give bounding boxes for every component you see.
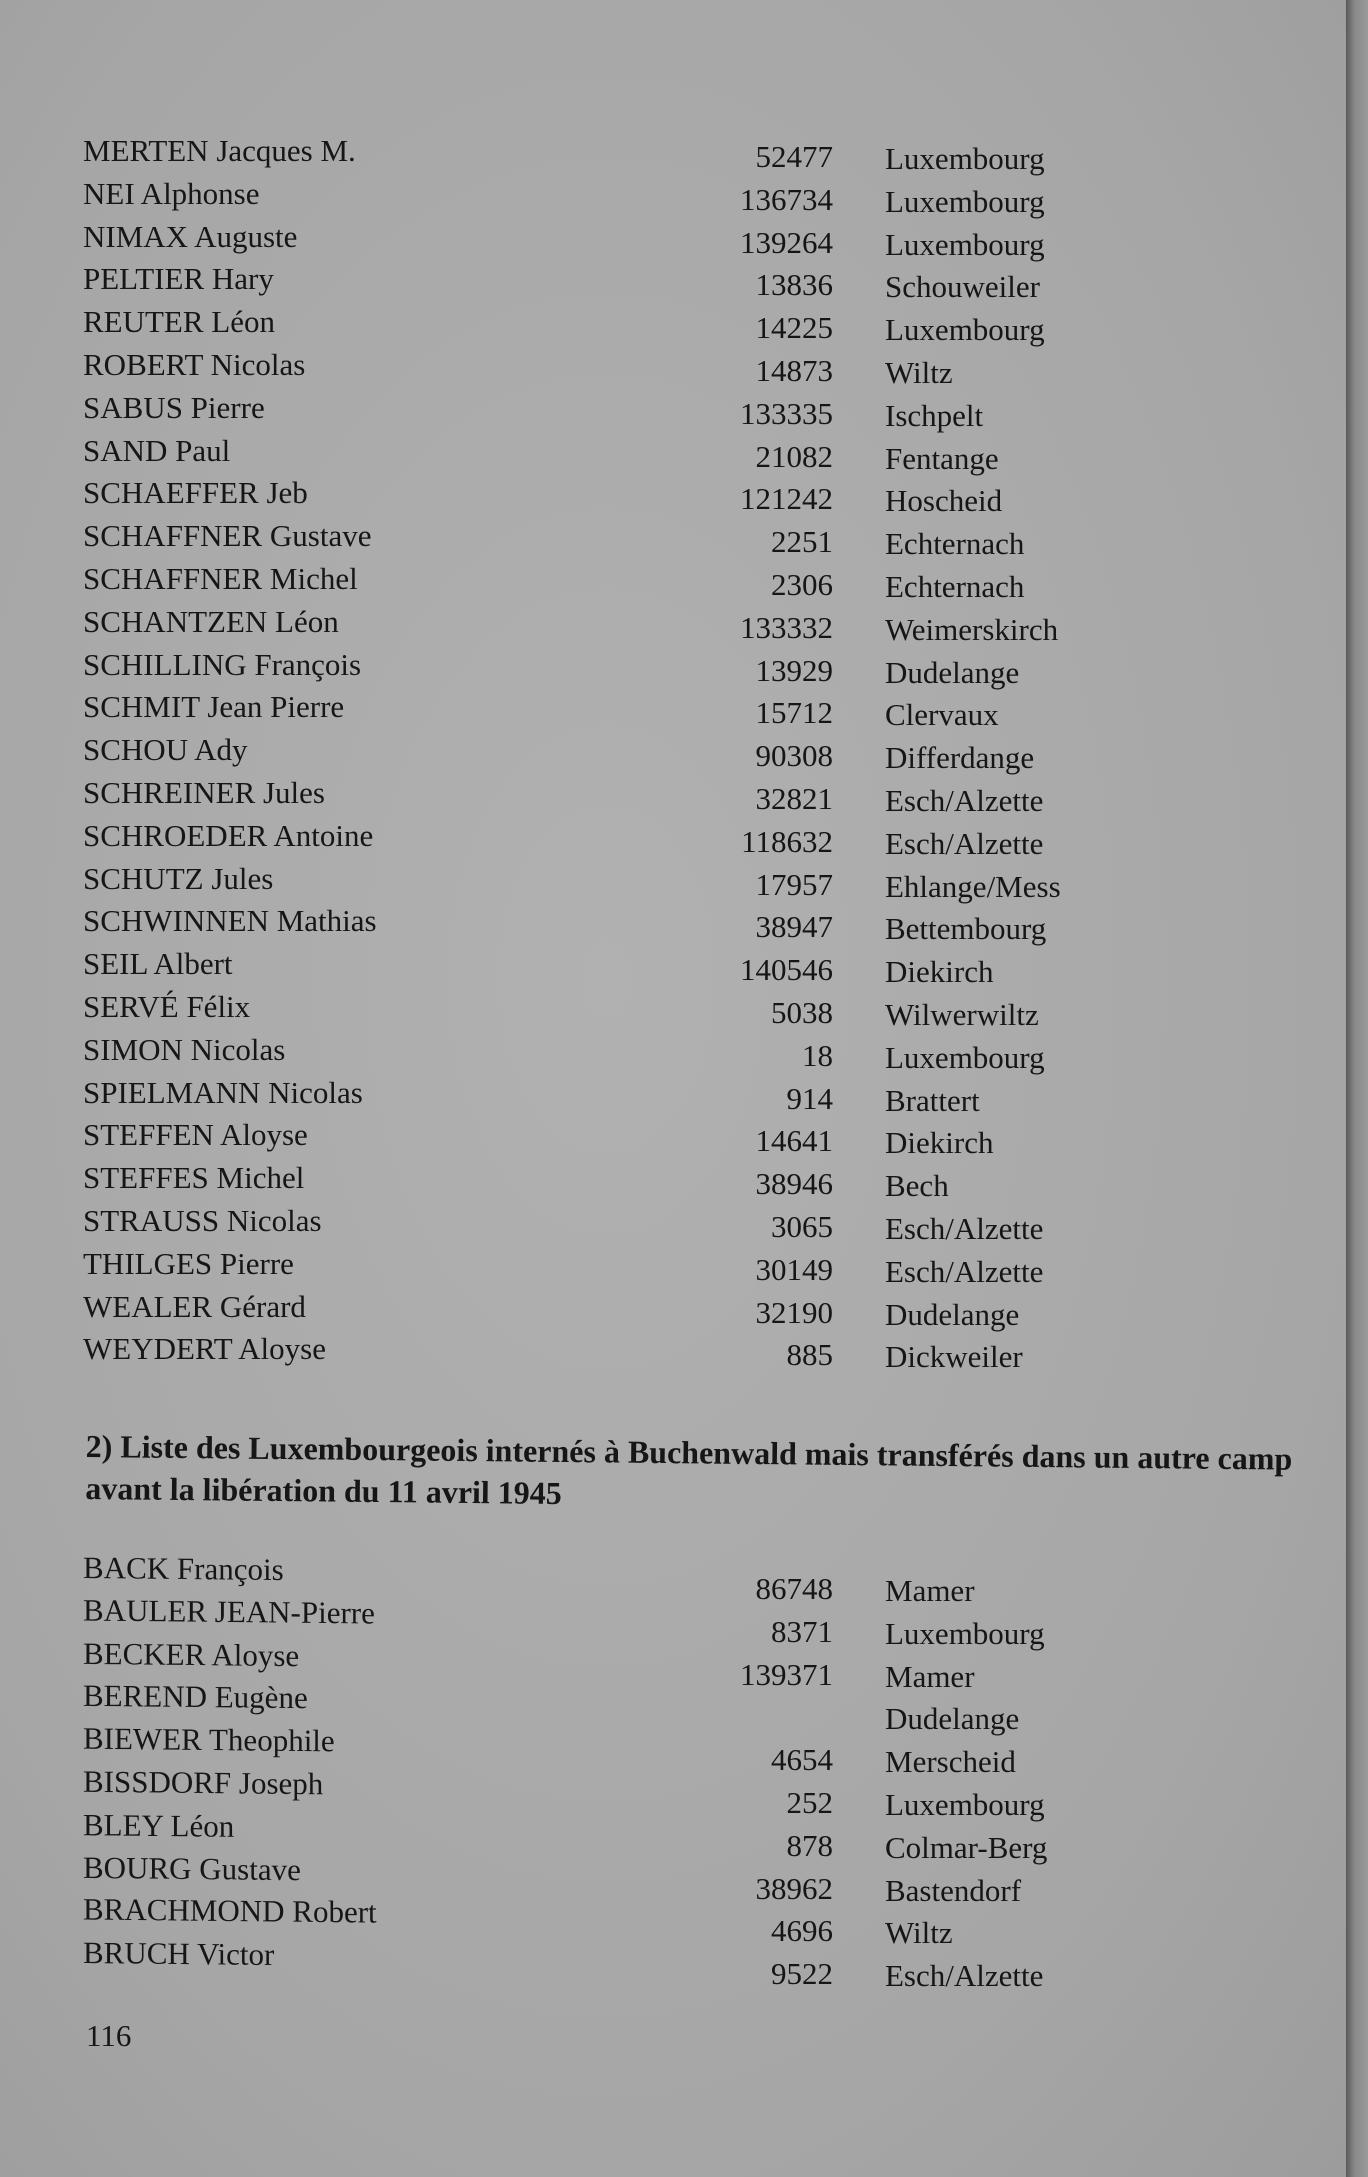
list-row xyxy=(83,1676,1133,1737)
list-row xyxy=(83,130,1133,176)
list-row xyxy=(83,1114,1133,1161)
person-name: PELTIER Hary xyxy=(83,261,274,297)
list-row xyxy=(83,515,1133,562)
list-row xyxy=(83,472,1133,519)
hometown: Luxembourg xyxy=(885,183,1045,219)
person-name: STEFFEN Aloyse xyxy=(83,1117,308,1153)
list-row xyxy=(83,344,1133,390)
list-row xyxy=(83,1157,1133,1204)
hometown: Ischpelt xyxy=(885,397,984,433)
hometown: Colmar-Berg xyxy=(885,1829,1048,1865)
list-row xyxy=(83,1029,1133,1075)
person-name: SPIELMANN Nicolas xyxy=(83,1074,363,1110)
prisoner-list-2 xyxy=(83,1548,1133,1994)
person-name: STEFFES Michel xyxy=(83,1160,305,1196)
hometown: Esch/Alzette xyxy=(885,1210,1044,1246)
hometown: Bastendorf xyxy=(885,1872,1022,1908)
hometown: Dudelange xyxy=(885,1296,1020,1332)
hometown: Hoscheid xyxy=(885,483,1003,519)
list-row xyxy=(83,1200,1133,1246)
person-name: THILGES Pierre xyxy=(83,1245,294,1281)
prisoner-number: 2306 xyxy=(771,566,833,602)
person-name: WEYDERT Aloyse xyxy=(83,1331,326,1367)
person-name: WEALER Gérard xyxy=(83,1288,306,1324)
person-name: BAULER JEAN-Pierre xyxy=(83,1592,375,1631)
list-row xyxy=(83,686,1133,733)
hometown: Luxembourg xyxy=(885,226,1045,262)
hometown: Merscheid xyxy=(885,1744,1016,1780)
list-row xyxy=(83,815,1133,861)
hometown: Luxembourg xyxy=(885,1039,1045,1075)
hometown: Echternach xyxy=(885,526,1025,562)
person-name: SCHAFFNER Gustave xyxy=(83,518,372,554)
list-row xyxy=(83,558,1133,604)
hometown: Luxembourg xyxy=(885,141,1045,176)
prisoner-number: 885 xyxy=(786,1337,833,1373)
hometown: Mamer xyxy=(885,1658,975,1694)
list-row xyxy=(83,387,1133,433)
prisoner-number: 15712 xyxy=(755,695,833,731)
hometown: Weimerskirch xyxy=(885,611,1059,647)
person-name: SCHOU Ady xyxy=(83,732,248,768)
prisoner-number: 86748 xyxy=(755,1571,833,1606)
hometown: Diekirch xyxy=(885,954,994,990)
person-name: BACK François xyxy=(83,1549,284,1588)
hometown: Esch/Alzette xyxy=(885,1253,1044,1289)
prisoner-list-1 xyxy=(83,130,1133,1375)
list-row xyxy=(83,301,1133,348)
hometown: Clervaux xyxy=(885,697,999,733)
list-row xyxy=(83,216,1133,262)
list-row xyxy=(83,1072,1133,1118)
person-name: BLEY Léon xyxy=(83,1806,235,1844)
list-row xyxy=(83,1890,1133,1951)
person-name: BISSDORF Joseph xyxy=(83,1763,324,1802)
list-row xyxy=(83,1243,1133,1289)
hometown: Luxembourg xyxy=(885,312,1045,348)
list-row xyxy=(83,1286,1133,1332)
list-row xyxy=(83,644,1133,690)
list-row xyxy=(83,1634,1133,1694)
person-name: BRACHMOND Robert xyxy=(83,1891,377,1930)
prisoner-number: 139264 xyxy=(740,224,833,260)
hometown: Dickweiler xyxy=(885,1339,1023,1375)
list-row xyxy=(83,729,1133,776)
hometown: Esch/Alzette xyxy=(885,782,1044,818)
person-name: REUTER Léon xyxy=(83,304,275,340)
person-name: SCHUTZ Jules xyxy=(83,860,274,896)
person-name: BECKER Aloyse xyxy=(83,1635,300,1673)
hometown: Ehlange/Mess xyxy=(885,868,1061,904)
prisoner-number: 9522 xyxy=(771,1956,833,1992)
list-row xyxy=(83,430,1133,476)
prisoner-number: 136734 xyxy=(740,181,833,217)
section-2-heading: 2) Liste des Luxembourgeois internés à Buchenwald mais transférés dans un autre camp avant la libération du 11 avril 1945 xyxy=(85,1427,1293,1511)
hometown: Bettembourg xyxy=(885,911,1047,947)
list-row xyxy=(83,1762,1133,1822)
prisoner-number: 8371 xyxy=(771,1613,833,1649)
list-row xyxy=(83,772,1133,818)
list-row xyxy=(83,1805,1133,1865)
hometown: Esch/Alzette xyxy=(885,1958,1044,1994)
hometown: Luxembourg xyxy=(885,1786,1045,1822)
prisoner-number: 121242 xyxy=(740,481,833,517)
prisoner-number: 2251 xyxy=(771,524,833,560)
prisoner-number: 4696 xyxy=(771,1913,833,1949)
page-number: 116 xyxy=(86,2018,132,2053)
person-name: SCHILLING François xyxy=(83,646,362,682)
person-name: SCHWINNEN Mathias xyxy=(83,903,377,939)
person-name: SCHANTZEN Léon xyxy=(83,603,339,639)
person-name: SCHAEFFER Jeb xyxy=(83,475,308,511)
hometown: Fentange xyxy=(885,440,999,476)
prisoner-number: 30149 xyxy=(755,1251,833,1287)
list-row xyxy=(83,1591,1133,1651)
hometown: Mamer xyxy=(885,1573,975,1608)
prisoner-number: 32190 xyxy=(755,1294,833,1330)
hometown: Esch/Alzette xyxy=(885,825,1044,861)
list-row xyxy=(83,173,1133,219)
prisoner-number: 3065 xyxy=(771,1208,833,1244)
hometown: Schouweiler xyxy=(885,269,1040,305)
prisoner-number: 5038 xyxy=(771,994,833,1030)
person-name: BEREND Eugène xyxy=(83,1678,308,1716)
hometown: Dudelange xyxy=(885,1701,1020,1737)
person-name: SCHROEDER Antoine xyxy=(83,817,374,853)
list-row xyxy=(83,601,1133,647)
prisoner-number: 4654 xyxy=(771,1742,833,1778)
list-row xyxy=(83,1933,1133,1994)
list-row xyxy=(83,1719,1133,1780)
prisoner-number: 17957 xyxy=(755,866,833,902)
person-name: NEI Alphonse xyxy=(83,175,260,211)
prisoner-number: 140546 xyxy=(740,952,833,988)
person-name: NIMAX Auguste xyxy=(83,218,298,254)
prisoner-number: 139371 xyxy=(740,1656,833,1692)
person-name: SCHREINER Jules xyxy=(83,774,325,810)
person-name: BRUCH Victor xyxy=(83,1935,275,1973)
person-name: SIMON Nicolas xyxy=(83,1031,286,1067)
person-name: SERVÉ Félix xyxy=(83,988,251,1024)
prisoner-number: 38962 xyxy=(755,1870,833,1906)
page-edge-shadow xyxy=(1346,0,1368,2177)
prisoner-number: 18 xyxy=(802,1037,833,1073)
list-row xyxy=(83,986,1133,1032)
hometown: Brattert xyxy=(885,1082,980,1118)
hometown: Wiltz xyxy=(885,1915,953,1951)
prisoner-number: 90308 xyxy=(755,738,833,774)
list-row xyxy=(83,943,1133,990)
prisoner-number: 133332 xyxy=(740,609,833,645)
person-name: STRAUSS Nicolas xyxy=(83,1202,322,1238)
person-name: SCHAFFNER Michel xyxy=(83,560,358,596)
prisoner-number: 14225 xyxy=(755,310,833,346)
prisoner-number: 252 xyxy=(786,1784,833,1820)
person-name: SEIL Albert xyxy=(83,946,233,982)
list-row xyxy=(83,1848,1133,1908)
person-name: SAND Paul xyxy=(83,432,231,468)
prisoner-number: 32821 xyxy=(755,780,833,816)
prisoner-number: 133335 xyxy=(740,395,833,431)
person-name: SCHMIT Jean Pierre xyxy=(83,689,345,725)
hometown: Echternach xyxy=(885,568,1025,604)
prisoner-number: 13836 xyxy=(755,267,833,303)
person-name: SABUS Pierre xyxy=(83,389,265,425)
prisoner-number: 14873 xyxy=(755,352,833,388)
list-row xyxy=(83,258,1133,305)
list-row xyxy=(83,1328,1133,1375)
prisoner-number: 118632 xyxy=(741,823,833,859)
list-row xyxy=(83,1548,1133,1608)
person-name: MERTEN Jacques M. xyxy=(83,133,356,168)
hometown: Bech xyxy=(885,1168,949,1204)
hometown: Diekirch xyxy=(885,1125,994,1161)
prisoner-number: 38946 xyxy=(755,1166,833,1202)
person-name: ROBERT Nicolas xyxy=(83,346,306,382)
hometown: Wilwerwiltz xyxy=(885,996,1039,1032)
prisoner-number: 38947 xyxy=(755,909,833,945)
hometown: Dudelange xyxy=(885,654,1020,690)
prisoner-number: 14641 xyxy=(755,1123,833,1159)
prisoner-number: 914 xyxy=(786,1080,833,1116)
person-name: BOURG Gustave xyxy=(83,1849,301,1887)
prisoner-number: 21082 xyxy=(755,438,833,474)
prisoner-number: 13929 xyxy=(755,652,833,688)
person-name: BIEWER Theophile xyxy=(83,1720,335,1759)
prisoner-number: 52477 xyxy=(755,139,833,174)
hometown: Differdange xyxy=(885,740,1035,776)
list-row xyxy=(83,858,1133,904)
hometown: Luxembourg xyxy=(885,1615,1045,1651)
prisoner-number: 878 xyxy=(786,1827,833,1863)
list-row xyxy=(83,900,1133,947)
hometown: Wiltz xyxy=(885,354,953,390)
